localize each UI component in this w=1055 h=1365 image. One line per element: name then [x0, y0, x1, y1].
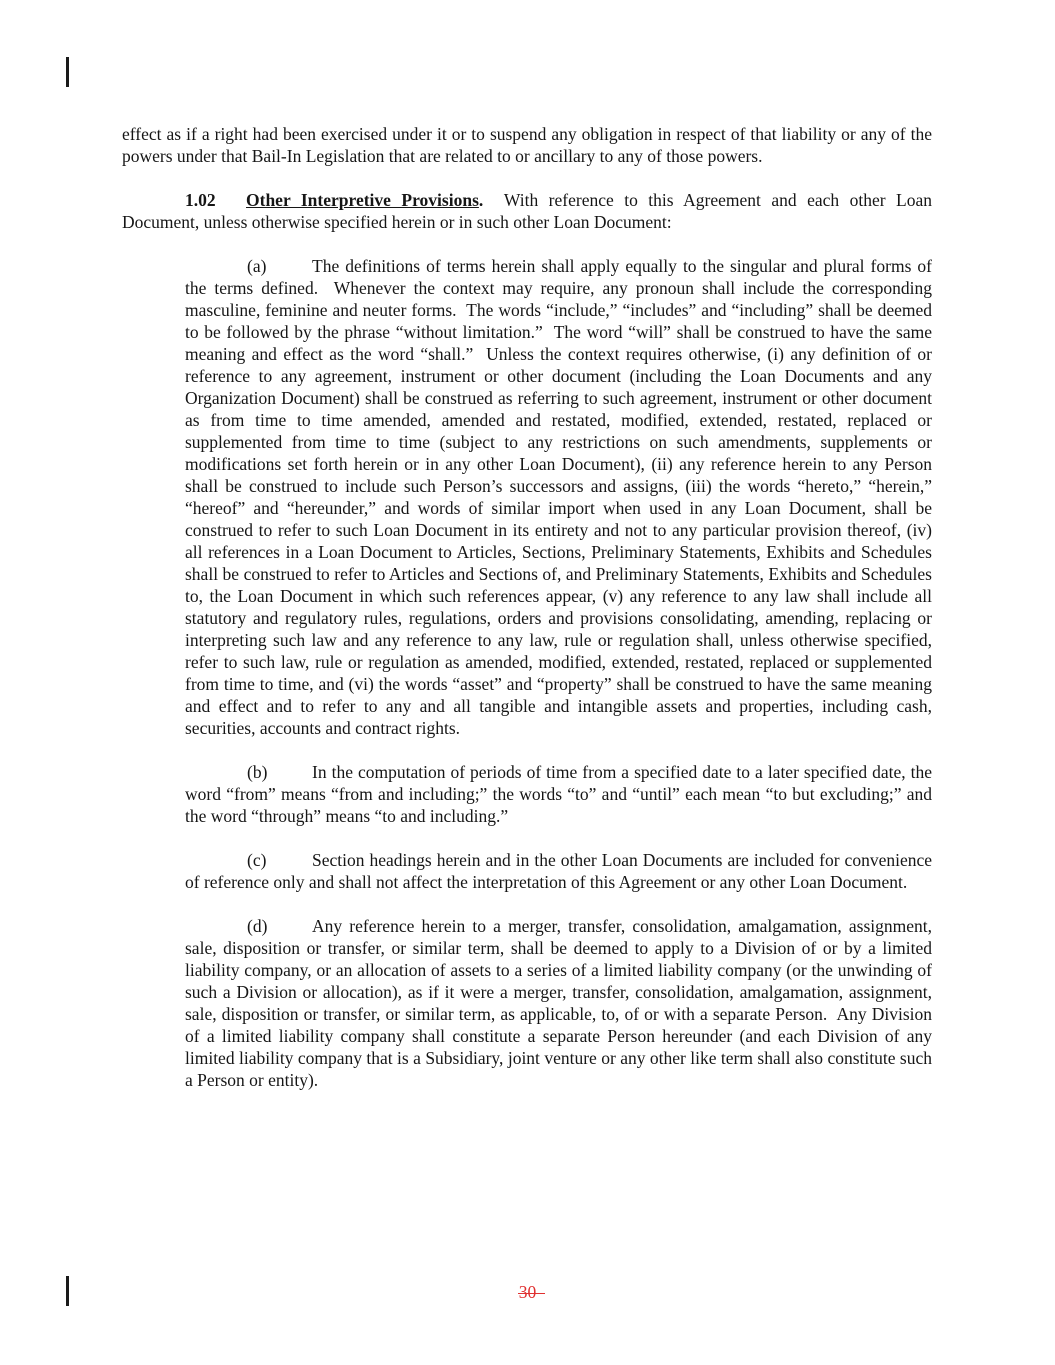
subparagraph-a — [185, 255, 937, 739]
subparagraph-a-text: The definitions of terms herein shall apply equally to the singular and plural forms of the terms defined. Whenever the context may require, any pronoun shall include the corresponding masculine, feminine and neuter forms. The words “include,” “includes” and “including” shall be deemed to be followed by the phrase “without limitation.” The word “will” shall be construed to have the same meaning and effect as the word “shall.” Unless the context requires otherwise, (i) any definition of or reference to any agreement, instrument or other document (including the Loan Documents and any Organization Document) shall be construed as referring to such agreement, instrument or other document as from time to time amended, amended and restated, modified, extended, restated, replaced or supplemented from time to time (subject to any restrictions on such amendments, supplements or modifications set forth herein or in any other Loan Document), (ii) any reference herein to any Person shall be construed to include such Person’s successors and assigns, (iii) the words “hereto,” “herein,” “hereof” and “hereunder,” and words of similar import when used in any Loan Document, shall be construed to refer to such Loan Document in its entirety and not to any particular provision thereof, (iv) all references in a Loan Document to Articles, Sections, Preliminary Statements, Exhibits and Schedules shall be construed to refer to Articles and Sections of, and Preliminary Statements, Exhibits and Schedules to, the Loan Document in which such references appear, (v) any reference to any law shall include all statutory and regulatory rules, regulations, orders and provisions consolidating, amending, replacing or interpreting such law and any reference to any law, rule or regulation shall, unless otherwise specified, refer to such law, rule or regulation as amended, modified, extended, restated, replaced or supplemented from time to time, and (vi) the words “asset” and “property” shall be construed to have the same meaning and effect and to refer to any and all tangible and intangible assets and properties, including cash, securities, accounts and contract rights. — [185, 256, 937, 738]
revision-change-bar-top — [66, 57, 69, 87]
section-lead-text: With reference to this Agreement and each other Loan Document, unless otherwise specified herein or in such other Loan Document: — [122, 190, 937, 232]
section-title-period: . — [478, 190, 484, 210]
page-footer — [0, 1281, 1055, 1303]
subparagraph-c-text: Section headings herein and in the other Loan Documents are included for convenience of reference only and shall not affect the interpretation of this Agreement or any other Loan Document. — [185, 850, 937, 892]
subparagraph-c-label: (c) — [247, 850, 267, 870]
subparagraph-b-text: In the computation of periods of time from a specified date to a later specified date, the word “from” means “from and including;” the words “to” and “until” each mean “to but excluding;” and the word “through” means “to and including.” — [185, 762, 937, 826]
intro-continuation-paragraph: effect as if a right had been exercised under it or to suspend any obligation in respect of that liability or any of the powers under that Bail-In Legislation that are related to or ancillary to any of those powers. — [122, 124, 937, 166]
page-number: 30 — [518, 1282, 537, 1302]
subparagraph-d-label: (d) — [247, 916, 268, 936]
subparagraph-b-label: (b) — [247, 762, 268, 782]
section-number: 1.02 — [185, 190, 216, 210]
document-content — [122, 123, 937, 1113]
subparagraph-b — [185, 761, 937, 827]
subparagraph-a-label: (a) — [247, 256, 267, 276]
subparagraph-d — [185, 915, 937, 1091]
subparagraph-d-text: Any reference herein to a merger, transfer, consolidation, amalgamation, assignment, sale, disposition or transfer, or similar term, shall be deemed to apply to a Division of or by a limited liability company, or an allocation of assets to a series of a limited liability company (or the unwinding of such a Division or allocation), as if it were a merger, transfer, consolidation, amalgamation, assignment, sale, disposition or transfer, or similar term, as applicable, to, of or with a separate Person. Any Division of a limited liability company shall constitute a separate Person hereunder (and each Division of any limited liability company that is a Subsidiary, joint venture or any other like term shall also constitute such a Person or entity). — [185, 916, 937, 1090]
section-heading-paragraph — [122, 189, 937, 233]
section-title: Other Interpretive Provisions — [246, 190, 479, 210]
subparagraph-c — [185, 849, 937, 893]
